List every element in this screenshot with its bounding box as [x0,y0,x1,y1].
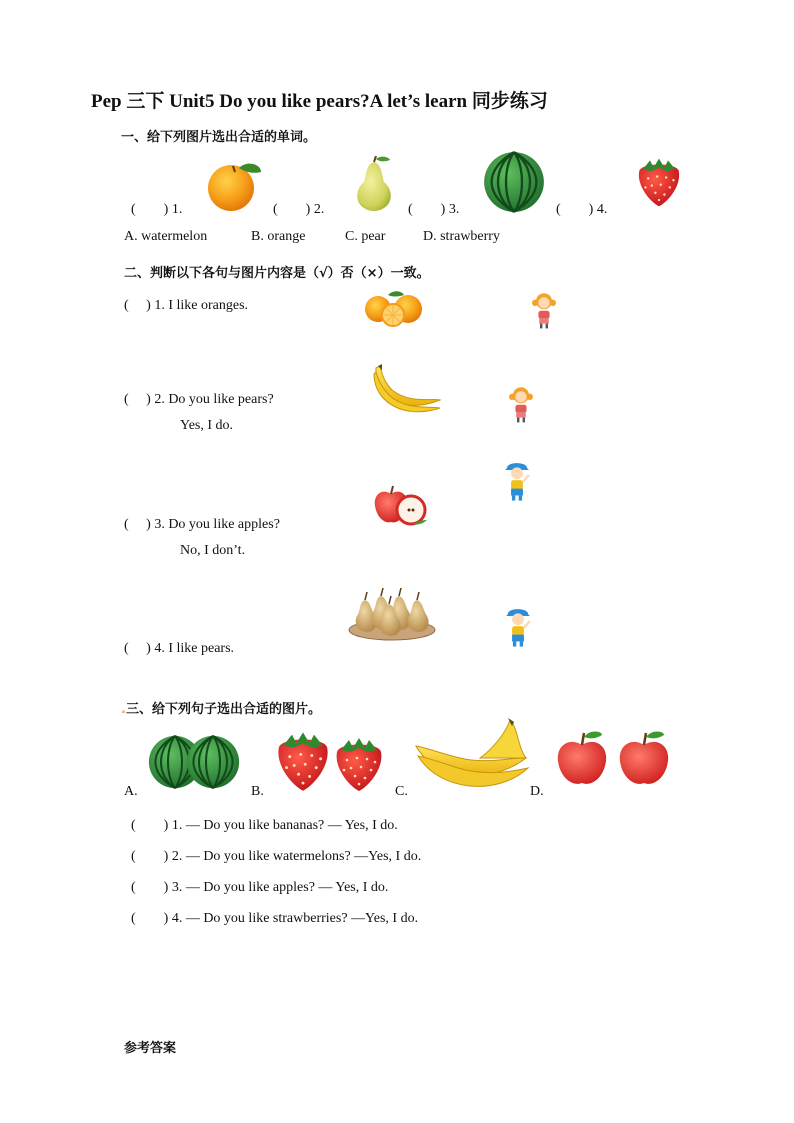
section3-heading: 三、给下列句子选出合适的图片。 [125,702,321,717]
section1-heading: 一、给下列图片选出合适的单词。 [121,130,317,145]
blank-2[interactable]: ( ) 2. [273,202,325,217]
watermelon-picture [482,150,546,214]
page-title: Pep 三下 Unit5 Do you like pears?A let’s learn 同步练习 [91,91,548,112]
label-d: D. [530,784,544,799]
orange-picture [205,158,265,212]
section3-heading-dot: . [121,702,126,717]
bunch-bananas-picture [414,718,532,798]
pears-plate-picture [347,586,437,642]
girl-picture-2 [505,384,537,424]
girl-picture-1 [528,290,560,330]
option-b: B. orange [251,229,306,244]
match-question-4[interactable]: ( ) 4. — Do you like strawberries? —Yes, I do. [131,911,419,926]
red-apples-picture [552,728,674,792]
judge-question-2[interactable]: ( ) 2. Do you like pears? [124,392,274,407]
judge-answer-2: Yes, I do. [180,418,234,433]
option-d: D. strawberry [423,229,500,244]
bananas-picture [370,364,444,420]
strawberries-picture [270,724,392,796]
option-c: C. pear [345,229,386,244]
label-c: C. [395,784,408,799]
section2-heading: 二、判断以下各句与图片内容是（√）否（×）一致。 [124,266,430,281]
match-question-1[interactable]: ( ) 1. — Do you like bananas? — Yes, I do. [131,818,398,833]
watermelons-picture [145,732,245,792]
pear-picture [352,156,396,212]
section3-heading-line [121,698,321,717]
blank-4[interactable]: ( ) 4. [556,202,608,217]
judge-question-4[interactable]: ( ) 4. I like pears. [124,641,235,656]
judge-answer-3: No, I don’t. [180,543,246,558]
blank-3[interactable]: ( ) 3. [408,202,460,217]
judge-question-1[interactable]: ( ) 1. I like oranges. [124,298,249,313]
label-a: A. [124,784,138,799]
label-b: B. [251,784,264,799]
boy-picture-2 [501,604,535,650]
option-a: A. watermelon [124,229,208,244]
match-question-3[interactable]: ( ) 3. — Do you like apples? — Yes, I do. [131,880,389,895]
strawberry-picture [632,152,686,212]
answers-heading: 参考答案 [124,1041,177,1056]
blank-1[interactable]: ( ) 1. [131,202,183,217]
apples-picture [373,482,429,528]
boy-picture-1 [500,458,534,504]
oranges-picture [362,289,428,327]
match-question-2[interactable]: ( ) 2. — Do you like watermelons? —Yes, I do. [131,849,422,864]
judge-question-3[interactable]: ( ) 3. Do you like apples? [124,517,280,532]
